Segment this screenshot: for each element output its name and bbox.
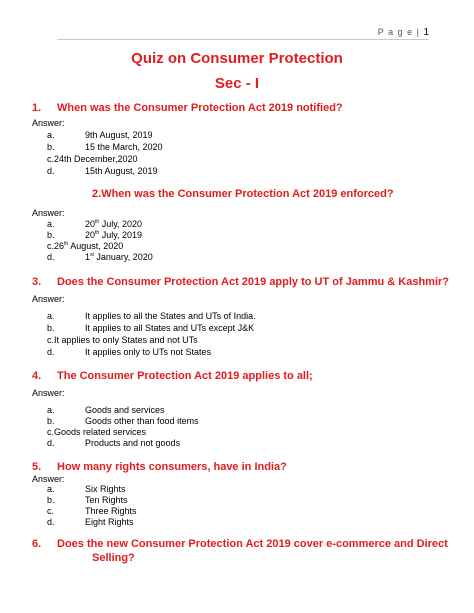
option-1c: c.24th December,2020 [47,154,138,164]
answer-label: Answer: [32,118,65,128]
question-1: 1. When was the Consumer Protection Act 2019 notified? [32,102,343,114]
option-2c: c.26th August, 2020 [47,241,124,251]
answer-label: Answer: [32,208,65,218]
answer-label: Answer: [32,294,65,304]
question-4: 4. The Consumer Protection Act 2019 applies to all; [32,370,313,382]
answer-label: Answer: [32,474,65,484]
page-number: P a g e | 1 [377,27,429,38]
page-title: Quiz on Consumer Protection [131,50,343,67]
option-3c: c.It applies to only States and not UTs [47,335,198,345]
option-4c: c.Goods related services [47,427,147,437]
section-title: Sec - I [214,75,260,92]
answer-label: Answer: [32,388,65,398]
page-header [57,23,429,40]
question-6-continued: Selling? [92,552,135,564]
question-3: 3. Does the Consumer Protection Act 2019 apply to UT of Jammu & Kashmir? [32,276,450,288]
question-2: 2.When was the Consumer Protection Act 2019 enforced? [92,188,394,200]
question-6: 6. Does the new Consumer Protection Act 2019 cover e-commerce and Direct [32,538,448,550]
question-5: 5. How many rights consumers, have in India? [32,461,287,473]
